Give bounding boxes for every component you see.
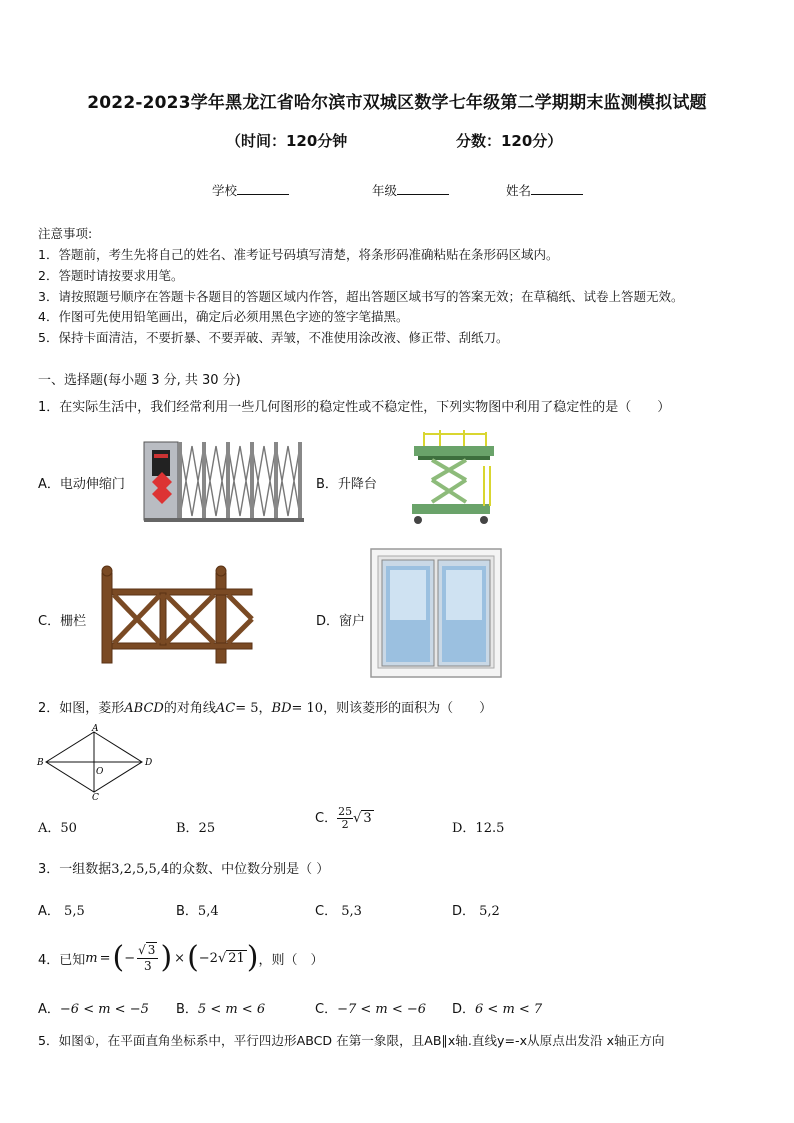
q4-b-label: B． (176, 1002, 198, 1017)
q3-b-label: B． (176, 904, 198, 919)
q2-option-d: D．12.5 (452, 821, 505, 836)
grade-blank (397, 182, 449, 195)
q4-option-c (315, 998, 426, 1017)
q4-times: × (174, 950, 186, 966)
rhombus-diagram (34, 722, 160, 802)
q2-ac: AC (215, 701, 236, 716)
notice-item: 2．答题时请按要求用笔。 (38, 268, 184, 283)
q2-c-denominator: 2 (341, 818, 349, 831)
q3-c-label: C． (315, 904, 338, 919)
q4-option-a (38, 998, 149, 1017)
q3-d-label: D． (452, 904, 476, 919)
q4-inner: −2 (198, 950, 218, 966)
name-field (506, 181, 583, 199)
q4-a-label: A． (38, 1002, 60, 1017)
q4-c-label: C． (315, 1002, 338, 1017)
q2-c-numerator: 25 (338, 805, 353, 818)
school-field (212, 181, 289, 199)
q4-fraction (137, 942, 158, 974)
q3-data: 3,2,5,5,4 (111, 862, 170, 877)
q3-c-value: 5,3 (341, 904, 362, 919)
exam-score: 分数：120分） (456, 132, 563, 150)
q4-option-d (452, 998, 542, 1017)
q4-radicand-2: 21 (228, 951, 245, 966)
exam-time: （时间：120分钟 (226, 132, 348, 150)
q4-d-label: D． (452, 1002, 476, 1017)
exam-title: 2022-2023学年黑龙江省哈尔滨市双城区数学七年级第二学期期末监测模拟试题 (87, 93, 707, 113)
q4-d-value: 6 < m < 7 (475, 1002, 543, 1017)
retractable-gate-image (140, 436, 312, 526)
q4-a-value: −6 < m < −5 (59, 1002, 149, 1017)
q3-option-b (176, 900, 219, 919)
q4-numerator: √ 3 (137, 942, 158, 959)
q1-option-c: C．栅栏 (38, 614, 87, 629)
q3-option-a (38, 900, 85, 919)
q3-a-value: 5,5 (64, 904, 85, 919)
q4-m: m (85, 950, 98, 966)
notice-item: 5．保持卡面清洁，不要折暴、不要弄破、弄皱，不准使用涂改液、修正带、刮纸刀。 (38, 330, 509, 345)
q2-c-prefix: C． (315, 811, 338, 826)
q3-b-value: 5,4 (197, 904, 219, 919)
q4-eq: = (99, 950, 111, 966)
q3-a-label: A． (38, 904, 60, 919)
notice-item: 4．作图可先使用铅笔画出，确定后必须用黑色字迹的签字笔描黑。 (38, 309, 409, 324)
q2-comma: ， (258, 701, 272, 716)
q2-pre: 2．如图，菱形 (38, 701, 125, 716)
q4-c-value: −7 < m < −6 (337, 1002, 427, 1017)
rhombus-label-b: B (37, 758, 44, 768)
q3-d-value: 5,2 (479, 904, 500, 919)
rhombus-label-c: C (92, 793, 99, 802)
fence-image (96, 563, 254, 665)
question-1-stem: 1．在实际生活中，我们经常利用一些几何图形的稳定性或不稳定性，下列实物图中利用了稳定性的是（ ） (38, 400, 671, 415)
q4-radicand-1: 3 (147, 943, 156, 957)
q4-option-b (176, 998, 265, 1017)
q2-post: ，则该菱形的面积为（ ） (323, 701, 493, 716)
q4-pre: 4．已知 (38, 952, 86, 968)
q2-bd: BD (271, 701, 292, 716)
rhombus-label-a: A (92, 724, 99, 734)
lift-platform-image (404, 426, 496, 530)
q4-neg: − (124, 950, 136, 966)
notice-item: 3．请按照题号顺序在答题卡各题目的答题区域内作答，超出答题区域书写的答案无效；在草稿纸、试卷上答题无效。 (38, 289, 684, 304)
question-3-stem (38, 858, 329, 877)
notice-item: 1．答题前，考生先将自己的姓名、准考证号码填写清楚，将条形码准确粘贴在条形码区域内。 (38, 247, 559, 262)
question-2-stem (38, 697, 492, 716)
q3-pre: 3．一组数据 (38, 862, 112, 877)
school-blank (237, 182, 289, 195)
q4-b-value: 5 < m < 6 (197, 1002, 266, 1017)
q2-abcd: ABCD (124, 701, 164, 716)
notice-heading: 注意事项: (38, 226, 93, 241)
rhombus-label-d: D (145, 758, 153, 768)
q2-option-b: B．25 (176, 821, 216, 836)
q2-option-a: A．50 (38, 821, 77, 836)
section-heading: 一、选择题(每小题 3 分, 共 30 分) (38, 373, 241, 388)
q3-option-d (452, 900, 500, 919)
q2-c-fraction (337, 806, 353, 831)
name-label: 姓名 (506, 183, 532, 198)
q3-option-c (315, 900, 362, 919)
q2-mid: 的对角线 (163, 701, 216, 716)
window-image (370, 548, 502, 678)
q4-post: ，则（ ） (258, 952, 324, 968)
grade-field (372, 181, 449, 199)
q1-option-b: B．升降台 (316, 477, 377, 492)
rhombus-label-o: O (96, 767, 104, 777)
name-blank (531, 182, 583, 195)
school-label: 学校 (212, 183, 238, 198)
q2-ac-val: = 5 (235, 701, 259, 716)
q1-option-d: D．窗户 (316, 614, 366, 629)
question-5-stem: 5．如图①，在平面直角坐标系中，平行四边形ABCD 在第一象限，且AB∥x轴.直线y=-x从原点出发沿 x轴正方向 (38, 1033, 665, 1048)
grade-label: 年级 (372, 183, 398, 198)
q2-option-c: C． $\frac{25}{2}$ √ 3 (315, 805, 372, 831)
question-4-stem: 4．已知 m = ( − $\frac{√ 3}{3}$ ) × ( −2 √ 21 ) ，则（ ） (38, 940, 324, 975)
q2-c-radicand: 3 (363, 811, 372, 826)
q1-option-a: A．电动伸缩门 (38, 477, 125, 492)
q3-post: 的众数、中位数分别是（ ） (169, 862, 330, 877)
q2-bd-val: = 10 (291, 701, 324, 716)
q4-denominator: 3 (143, 959, 152, 973)
